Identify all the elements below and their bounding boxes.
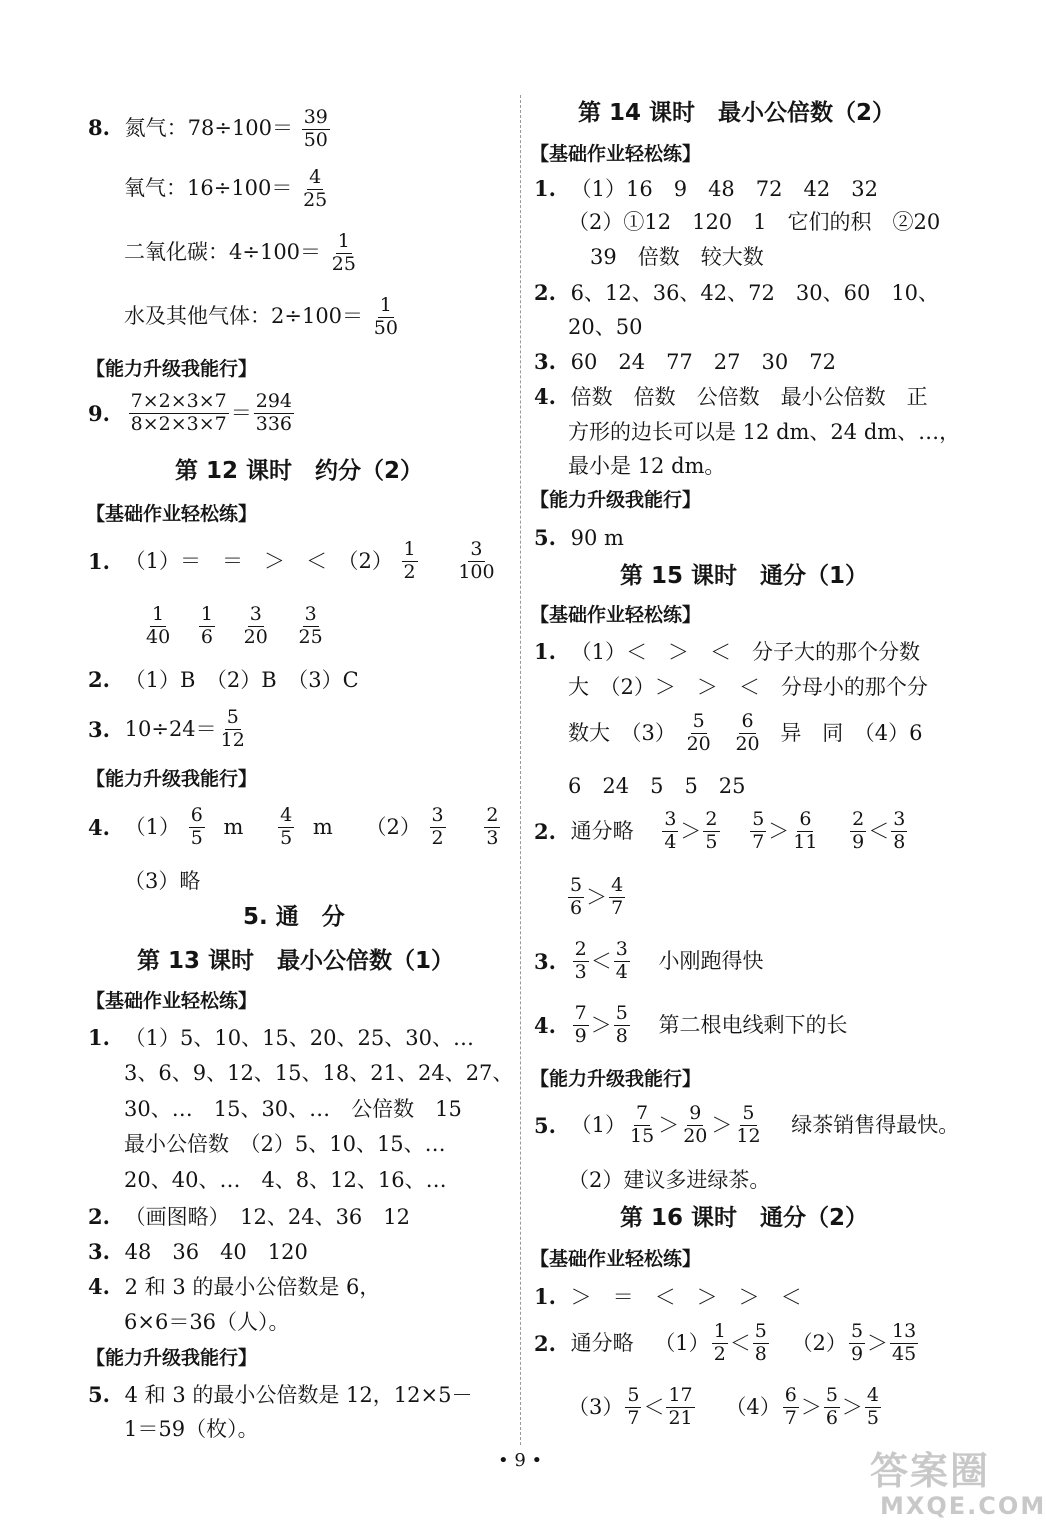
question-number: 2.	[534, 280, 556, 305]
answer-line: 20、40、… 4、8、12、16、…	[124, 1168, 447, 1192]
fraction: $\frac{6}{5}$	[190, 804, 203, 849]
question-number: 4.	[88, 1274, 110, 1299]
lesson-13-question-1	[88, 1027, 474, 1049]
comparison: $\frac{5}{7}$ ＞ $\frac{6}{11}$	[752, 808, 818, 853]
answer-line: 39 倍数 较大数	[590, 245, 764, 269]
question-number: 3.	[88, 716, 110, 742]
answer-text: 4 和 3 的最小公倍数是 12，12×5－	[124, 1383, 473, 1407]
answer-text: （1）	[124, 814, 180, 839]
fraction: $\frac{4}{25}$	[303, 166, 328, 211]
fraction: $\frac{4}{5}$	[280, 804, 293, 849]
lesson-12-question-2	[88, 669, 359, 691]
co2-label: 二氧化碳：4÷100＝	[124, 239, 322, 264]
section-header-ability: 【能力升级我能行】	[530, 489, 702, 511]
section-header-basic: 【基础作业轻松练】	[86, 503, 258, 525]
answer-text: 60 24 77 27 30 72	[570, 350, 836, 374]
unit: m	[312, 814, 333, 839]
lesson-13-question-4	[88, 1276, 380, 1298]
question-number: 1.	[534, 176, 556, 201]
section-header-basic: 【基础作业轻松练】	[530, 143, 702, 165]
question-number: 8.	[88, 114, 110, 140]
question-number: 2.	[88, 667, 110, 692]
comparison: $\frac{3}{4}$ ＞ $\frac{2}{5}$	[664, 808, 718, 853]
question-8-co2	[124, 232, 360, 275]
answer-text: 2 和 3 的最小公倍数是 6，	[124, 1275, 381, 1299]
question-9	[88, 392, 296, 435]
answer-line: 大 （2）＞ ＞ ＜ 分母小的那个分	[568, 675, 928, 699]
equals: ＝	[230, 400, 252, 425]
answer-text: ＞ ＝ ＜ ＞ ＞ ＜	[570, 1285, 802, 1309]
answer-text: 绿茶销售得最快。	[791, 1112, 960, 1137]
question-number: 5.	[534, 1112, 556, 1138]
lesson-14-question-5	[534, 527, 624, 549]
lesson-13-question-3	[88, 1241, 308, 1263]
fraction: $\frac{3}{2}$	[431, 804, 444, 849]
answer-line: 6 24 5 5 25	[568, 774, 746, 798]
section-header-ability: 【能力升级我能行】	[86, 1347, 258, 1369]
section-header-ability: 【能力升级我能行】	[530, 1068, 702, 1090]
section-header-basic: 【基础作业轻松练】	[530, 604, 702, 626]
lesson-14-question-4	[534, 386, 928, 408]
answer-text: 小刚跑得快	[658, 948, 764, 973]
fraction: $\frac{3}{100}$	[458, 538, 495, 583]
section-header-ability: 【能力升级我能行】	[86, 358, 258, 380]
question-number: 9.	[88, 400, 110, 426]
unit: m	[223, 814, 244, 839]
answer-text: （1）＝ ＝ ＞ ＜ （2）	[124, 548, 393, 573]
question-number: 4.	[534, 384, 556, 409]
answer-text: 异 同 （4）6	[780, 720, 923, 745]
question-8-water	[124, 296, 402, 339]
answer-line: 6×6＝36（人）。	[124, 1310, 290, 1334]
question-number: 1.	[534, 639, 556, 664]
lesson-14-question-2	[534, 282, 939, 304]
page-number: • 9 •	[498, 1450, 543, 1471]
answer-text: 通分略	[570, 818, 634, 843]
watermark-logo: 答案圈	[870, 1449, 991, 1493]
lesson-12-question-1	[88, 540, 499, 583]
fraction: $\frac{1}{40}$	[146, 603, 171, 648]
question-number: 2.	[534, 1330, 556, 1356]
answer-line: 方形的边长可以是 12 dm、24 dm、…，	[568, 420, 961, 444]
answer-text: 6、12、36、42、72 30、60 10、	[570, 281, 940, 305]
fraction: $\frac{39}{50}$	[303, 106, 328, 151]
lesson-15-question-3: 3. $\frac{2}{3}$ ＜ $\frac{3}{4}$ 小刚跑得快	[534, 938, 764, 983]
answer-text: （1）16 9 48 72 42 32	[570, 177, 878, 201]
fraction: $\frac{1}{2}$	[403, 538, 416, 583]
lesson-15-question-2	[534, 810, 909, 853]
lesson-12-question-3	[88, 708, 249, 751]
answer-text: 通分略	[570, 1330, 634, 1355]
question-number: 3.	[88, 1239, 110, 1264]
question-number: 4.	[88, 814, 110, 840]
answer-text: 90 m	[570, 526, 624, 550]
question-number: 5.	[534, 525, 556, 550]
fraction: $\frac{5}{12}$	[220, 706, 245, 751]
oxygen-label: 氧气：16÷100＝	[124, 175, 293, 200]
answer-line: 20、50	[568, 315, 643, 339]
answer-line: 1＝59（枚）。	[124, 1417, 259, 1441]
lesson-12-question-1-cont	[142, 605, 327, 648]
lesson-13-title: 第 13 课时 最小公倍数（1）	[137, 948, 455, 974]
fraction: $\frac{1}{25}$	[331, 230, 356, 275]
lesson-15-title: 第 15 课时 通分（1）	[620, 563, 869, 589]
answer-line: 最小公倍数 （2）5、10、15、…	[124, 1132, 446, 1156]
answer-text: 第二根电线剩下的长	[658, 1012, 848, 1037]
fraction: $\frac{1}{50}$	[373, 294, 398, 339]
question-number: 4.	[534, 1012, 556, 1038]
lesson-15-question-4: 4. $\frac{7}{9}$ ＞ $\frac{5}{8}$ 第二根电线剩下的长	[534, 1002, 848, 1047]
lesson-16-title: 第 16 课时 通分（2）	[620, 1205, 869, 1231]
fraction: $\frac{3}{20}$	[243, 603, 268, 648]
answer-text: 数大 （3）	[568, 720, 676, 745]
answer-text: 倍数 倍数 公倍数 最小公倍数 正	[570, 385, 928, 409]
nitrogen-label: 氮气：78÷100＝	[124, 115, 294, 140]
answer-line: 3、6、9、12、15、18、21、24、27、	[124, 1061, 514, 1085]
answer-text: 10÷24＝	[124, 716, 217, 741]
water-label: 水及其他气体：2÷100＝	[124, 303, 364, 328]
answer-text: 48 36 40 120	[124, 1240, 308, 1264]
column-divider	[520, 95, 521, 1445]
section-header-ability: 【能力升级我能行】	[86, 768, 258, 790]
lesson-14-question-3	[534, 351, 836, 373]
lesson-15-question-1	[534, 641, 920, 663]
question-8-nitrogen	[88, 108, 332, 151]
question-8-oxygen	[124, 168, 331, 211]
answer-text: （1）	[570, 1112, 626, 1137]
lesson-13-question-2	[88, 1206, 410, 1228]
section-header-basic: 【基础作业轻松练】	[530, 1248, 702, 1270]
fraction: $\frac{1}{6}$	[200, 603, 213, 648]
answer-line: （2）①12 120 1 它们的积 ②20	[568, 210, 941, 234]
question-number: 2.	[88, 1204, 110, 1229]
section-header-basic: 【基础作业轻松练】	[86, 990, 258, 1012]
lesson-14-title: 第 14 课时 最小公倍数（2）	[578, 100, 896, 126]
fraction: $\frac{2}{3}$	[486, 804, 499, 849]
fraction: $\frac{294}{336}$	[255, 390, 293, 435]
question-number: 1.	[88, 548, 110, 574]
answer-text: （画图略） 12、24、36 12	[124, 1205, 411, 1229]
question-number: 3.	[534, 948, 556, 974]
answer-line: （2）建议多进绿茶。	[568, 1168, 771, 1192]
lesson-12-question-4-part3: （3）略	[124, 869, 201, 893]
lesson-14-question-1	[534, 178, 878, 200]
fraction: $\frac{7\times 2\times 3\times 7}{8\times 2\times 3\times 7}$	[130, 390, 227, 435]
comparison: $\frac{5}{6}$ ＞ $\frac{4}{7}$	[570, 874, 624, 919]
chapter-5-title: 5. 通 分	[243, 904, 345, 930]
lesson-15-question-5: 5. （1） $\frac{7}{15}$ ＞ $\frac{9}{20}$ ＞ $\frac{5}{12}$ 绿茶销售得最快。	[534, 1102, 960, 1147]
answer-text: （1）5、10、15、20、25、30、…	[124, 1026, 474, 1050]
answer-line: （3） $\frac{5}{7}$ ＜ $\frac{17}{21}$ （4） $\frac{6}{7}$ ＞ $\frac{5}{6}$ ＞ $\frac{4}{5}$	[568, 1384, 879, 1429]
question-number: 2.	[534, 818, 556, 844]
question-number: 1.	[88, 1025, 110, 1050]
answer-line	[568, 712, 923, 755]
answer-line: 最小是 12 dm。	[568, 454, 726, 478]
lesson-13-question-5	[88, 1384, 472, 1406]
answer-text: （2）	[365, 814, 421, 839]
fraction: $\frac{6}{20}$	[735, 710, 760, 755]
fraction: $\frac{3}{25}$	[298, 603, 323, 648]
lesson-16-question-1	[534, 1286, 802, 1308]
answer-line: 30、… 15、30、… 公倍数 15	[124, 1097, 462, 1121]
watermark-url: MXQE.COM	[880, 1492, 1046, 1520]
question-number: 1.	[534, 1284, 556, 1309]
question-number: 5.	[88, 1382, 110, 1407]
fraction: $\frac{5}{20}$	[686, 710, 711, 755]
comparison: $\frac{2}{9}$ ＜ $\frac{3}{8}$	[852, 808, 906, 853]
lesson-16-question-2: 2. 通分略 （1） $\frac{1}{2}$ ＜ $\frac{5}{8}$ （2） $\frac{5}{9}$ ＞ $\frac{13}{45}$	[534, 1320, 917, 1365]
question-number: 3.	[534, 349, 556, 374]
lesson-12-question-4	[88, 806, 502, 849]
lesson-12-title: 第 12 课时 约分（2）	[175, 458, 424, 484]
answer-text: （1）B （2）B （3）C	[124, 668, 359, 692]
answer-text: （1）＜ ＞ ＜ 分子大的那个分数	[570, 640, 920, 664]
